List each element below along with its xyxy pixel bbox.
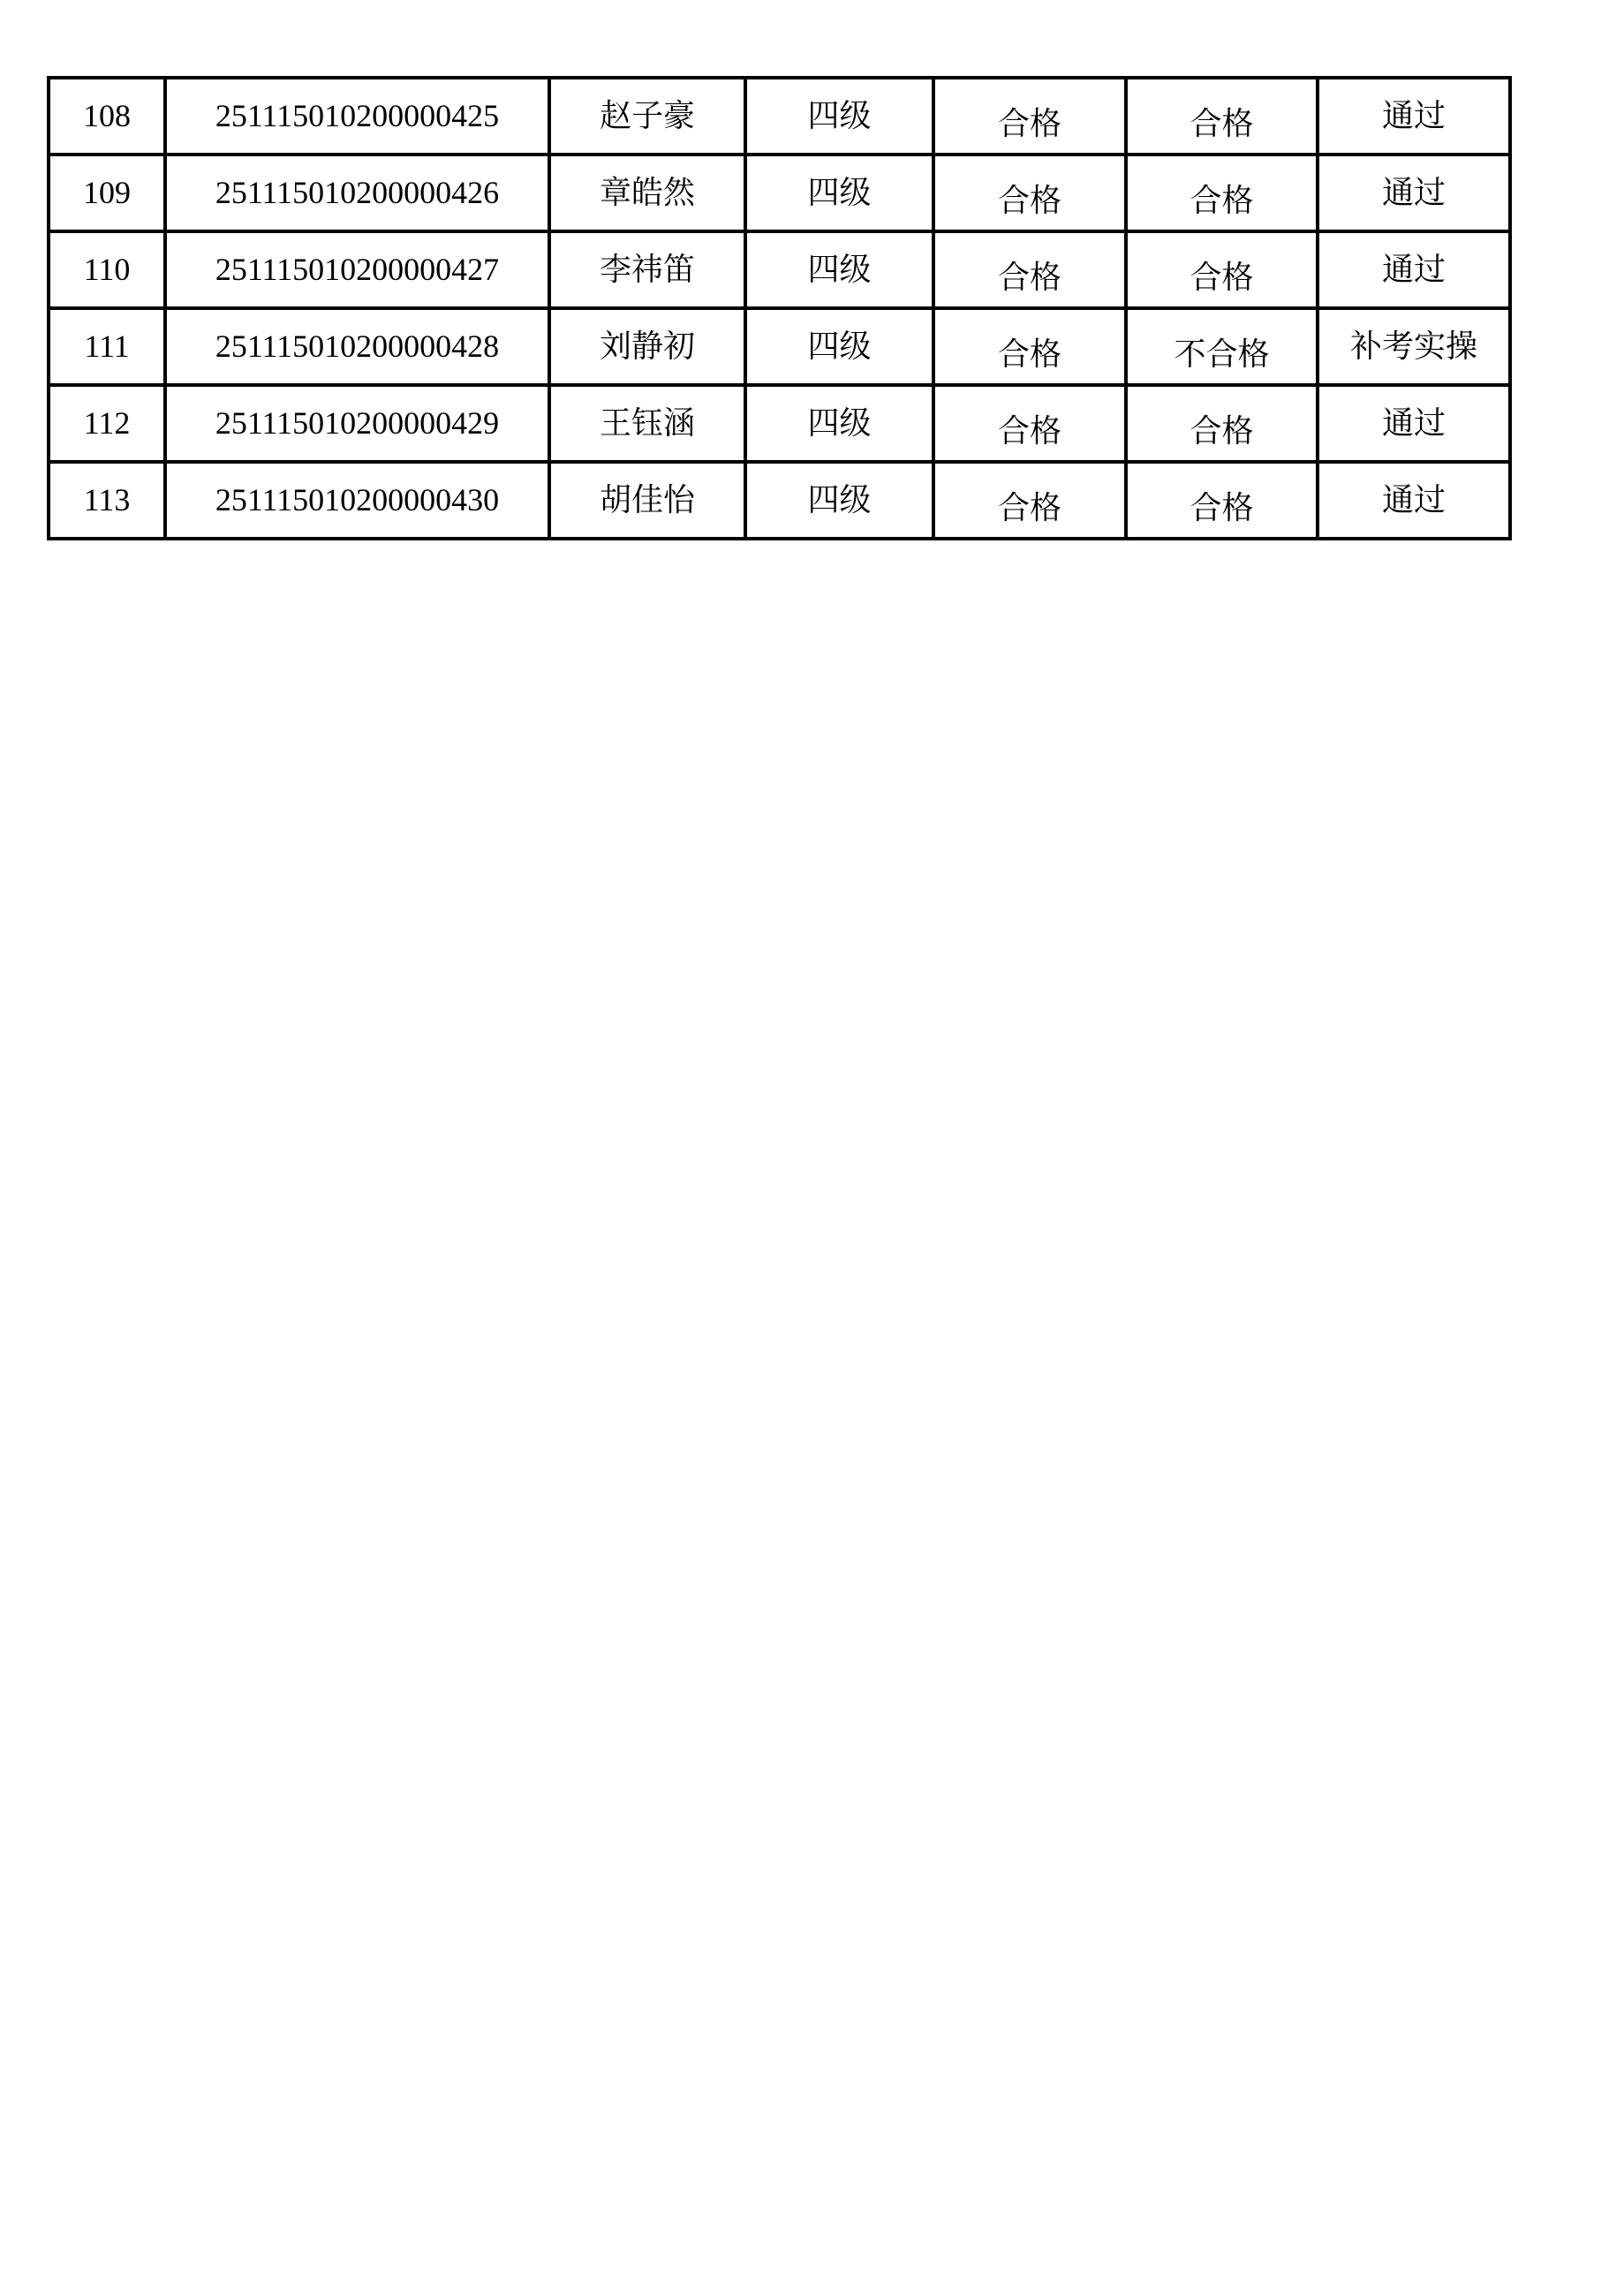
cell-theory-result: 合格 <box>933 385 1126 462</box>
cell-theory-result: 合格 <box>933 78 1126 155</box>
cell-practical-result: 合格 <box>1126 385 1318 462</box>
table-row <box>49 231 1510 308</box>
cell-candidate-id: 251115010200000426 <box>165 155 549 231</box>
cell-row-number: 112 <box>49 385 165 462</box>
cell-overall-result: 通过 <box>1318 78 1510 155</box>
table-row <box>49 155 1510 231</box>
cell-level: 四级 <box>745 231 933 308</box>
cell-theory-result: 合格 <box>933 308 1126 385</box>
cell-practical-result: 合格 <box>1126 155 1318 231</box>
cell-row-number: 108 <box>49 78 165 155</box>
cell-candidate-name: 胡佳怡 <box>549 462 745 539</box>
cell-row-number: 113 <box>49 462 165 539</box>
cell-level: 四级 <box>745 78 933 155</box>
cell-theory-result: 合格 <box>933 231 1126 308</box>
cell-candidate-name: 章皓然 <box>549 155 745 231</box>
results-table <box>47 76 1512 540</box>
table-row <box>49 462 1510 539</box>
cell-practical-result: 不合格 <box>1126 308 1318 385</box>
cell-practical-result: 合格 <box>1126 78 1318 155</box>
cell-overall-result: 通过 <box>1318 462 1510 539</box>
cell-candidate-id: 251115010200000429 <box>165 385 549 462</box>
cell-candidate-name: 王钰涵 <box>549 385 745 462</box>
cell-level: 四级 <box>745 462 933 539</box>
cell-overall-result: 通过 <box>1318 231 1510 308</box>
table-row <box>49 385 1510 462</box>
cell-candidate-id: 251115010200000425 <box>165 78 549 155</box>
cell-theory-result: 合格 <box>933 155 1126 231</box>
cell-candidate-name: 刘静初 <box>549 308 745 385</box>
cell-level: 四级 <box>745 308 933 385</box>
cell-level: 四级 <box>745 155 933 231</box>
cell-theory-result: 合格 <box>933 462 1126 539</box>
cell-candidate-name: 李祎笛 <box>549 231 745 308</box>
cell-candidate-id: 251115010200000428 <box>165 308 549 385</box>
cell-practical-result: 合格 <box>1126 231 1318 308</box>
results-table-body <box>49 78 1510 539</box>
cell-practical-result: 合格 <box>1126 462 1318 539</box>
table-row <box>49 308 1510 385</box>
cell-candidate-name: 赵子豪 <box>549 78 745 155</box>
cell-overall-result: 补考实操 <box>1318 308 1510 385</box>
cell-overall-result: 通过 <box>1318 155 1510 231</box>
cell-level: 四级 <box>745 385 933 462</box>
cell-candidate-id: 251115010200000430 <box>165 462 549 539</box>
cell-row-number: 110 <box>49 231 165 308</box>
table-row <box>49 78 1510 155</box>
cell-overall-result: 通过 <box>1318 385 1510 462</box>
cell-candidate-id: 251115010200000427 <box>165 231 549 308</box>
cell-row-number: 111 <box>49 308 165 385</box>
cell-row-number: 109 <box>49 155 165 231</box>
